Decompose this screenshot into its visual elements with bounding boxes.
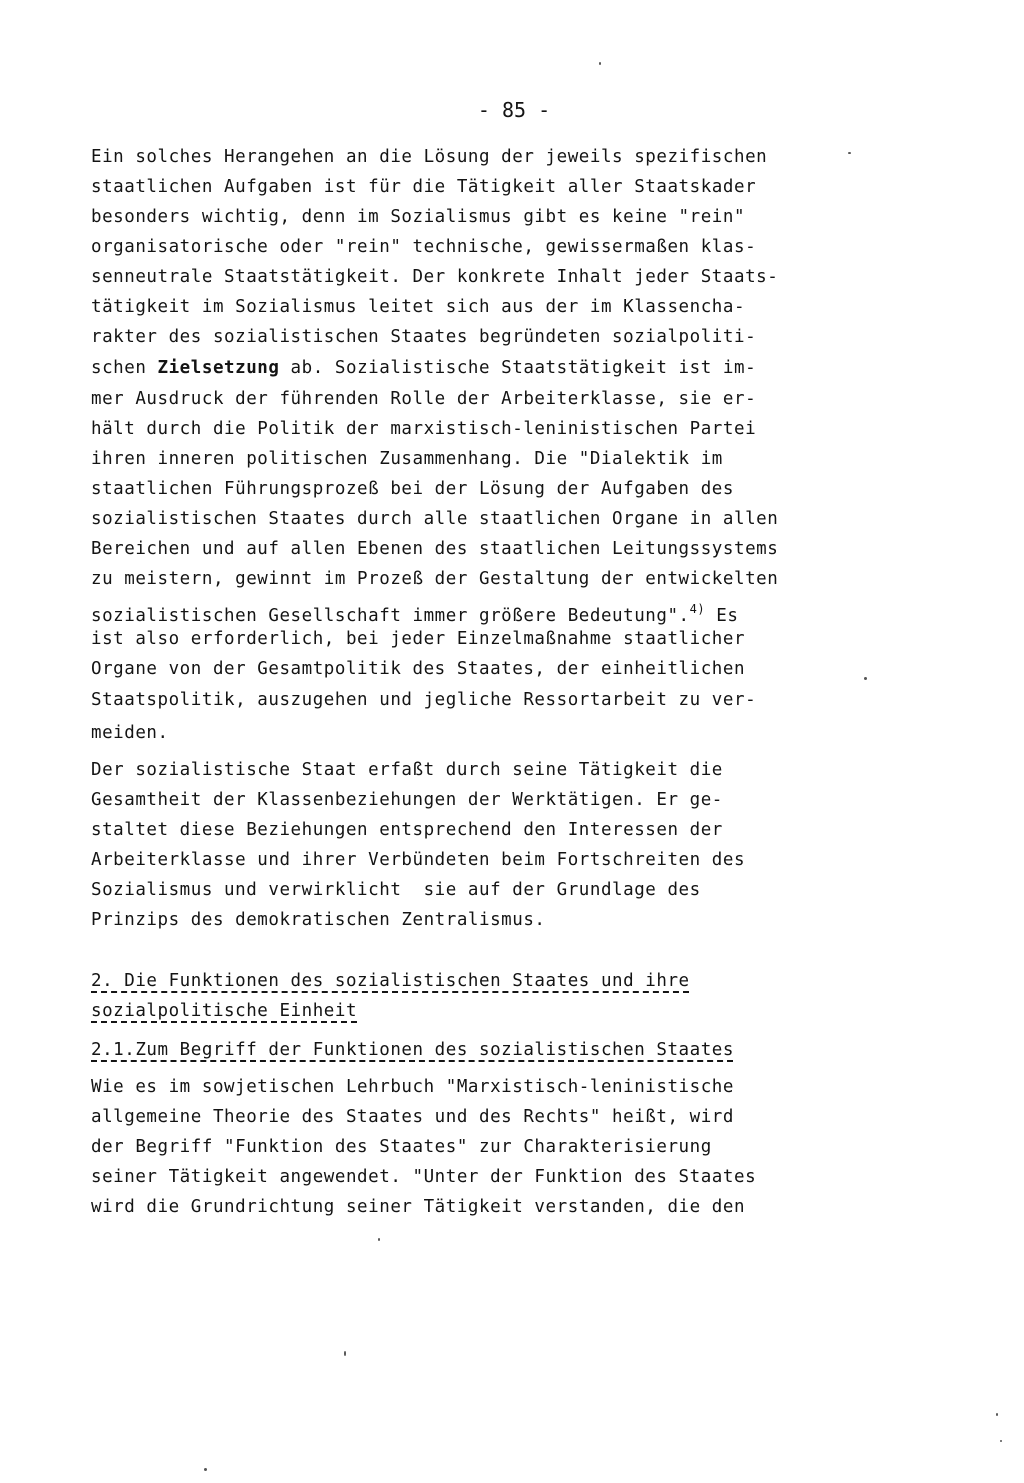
text-line: Organe von der Gesamtpolitik des Staates, der einheitlichen — [91, 659, 746, 679]
text-run: schen — [91, 358, 158, 378]
text-line: Staatspolitik, auszugehen und jegliche Ressortarbeit zu ver- — [91, 690, 757, 710]
text-line: Der sozialistische Staat erfaßt durch seine Tätigkeit die — [91, 760, 723, 780]
text-run: sozialistischen Gesellschaft immer größere Bedeutung". — [91, 606, 690, 626]
page-number: - 85 - — [477, 98, 551, 122]
text-line: zu meistern, gewinnt im Prozeß der Gestaltung der entwickelten — [91, 569, 779, 589]
text-line: ihren inneren politischen Zusammenhang. Die "Dialektik im — [91, 449, 723, 469]
text-line: der Begriff "Funktion des Staates" zur Charakterisierung — [91, 1137, 712, 1157]
text-line: mer Ausdruck der führenden Rolle der Arbeiterklasse, sie er- — [91, 389, 757, 409]
text-line: ist also erforderlich, bei jeder Einzelmaßnahme staatlicher — [91, 629, 746, 649]
text-run: ab. Sozialistische Staatstätigkeit ist im- — [279, 358, 757, 378]
text-line: Sozialismus und verwirklicht sie auf der Grundlage des — [91, 880, 701, 900]
subsection-heading-2-1: 2.1.Zum Begriff der Funktionen des sozialistischen Staates — [91, 1040, 734, 1060]
text-line: Arbeiterklasse und ihrer Verbündeten beim Fortschreiten des — [91, 850, 746, 870]
text-line: allgemeine Theorie des Staates und des Rechts" heißt, wird — [91, 1107, 734, 1127]
text-line: tätigkeit im Sozialismus leitet sich aus der im Klassencha- — [91, 297, 746, 317]
text-line: staltet diese Beziehungen entsprechend den Interessen der — [91, 820, 723, 840]
text-line: Prinzips des demokratischen Zentralismus. — [91, 910, 546, 930]
text-line: rakter des sozialistischen Staates begründeten sozialpoliti- — [91, 327, 757, 347]
scan-speck — [344, 1351, 346, 1356]
bold-term: Zielsetzung — [157, 358, 280, 378]
scan-speck — [1000, 1440, 1002, 1442]
text-line — [91, 357, 756, 379]
heading-line: 2. Die Funktionen des sozialistischen Staates und ihre — [91, 971, 690, 991]
footnote-ref: 4) — [689, 602, 706, 616]
scan-speck — [599, 62, 601, 65]
text-line: Wie es im sowjetischen Lehrbuch "Marxistisch-leninistische — [91, 1077, 734, 1097]
text-line: Ein solches Herangehen an die Lösung der jeweils spezifischen — [91, 147, 768, 167]
text-line: sozialistischen Staates durch alle staatlichen Organe in allen — [91, 509, 779, 529]
text-line: staatlichen Führungsprozeß bei der Lösung der Aufgaben des — [91, 479, 734, 499]
text-line: organisatorische oder "rein" technische, gewissermaßen klas- — [91, 237, 757, 257]
scan-speck — [378, 1238, 380, 1241]
scan-speck — [204, 1468, 207, 1471]
text-line: staatlichen Aufgaben ist für die Tätigkeit aller Staatskader — [91, 177, 757, 197]
scan-speck — [864, 677, 867, 680]
text-line: Bereichen und auf allen Ebenen des staatlichen Leitungssystems — [91, 539, 779, 559]
scan-speck — [996, 1413, 998, 1416]
heading-line: sozialpolitische Einheit — [91, 1001, 358, 1021]
text-line: seiner Tätigkeit angewendet. "Unter der Funktion des Staates — [91, 1167, 757, 1187]
text-line: meiden. — [91, 723, 169, 743]
text-line — [91, 598, 738, 627]
text-line: senneutrale Staatstätigkeit. Der konkrete Inhalt jeder Staats- — [91, 267, 779, 287]
text-line: wird die Grundrichtung seiner Tätigkeit verstanden, die den — [91, 1197, 746, 1217]
text-line: besonders wichtig, denn im Sozialismus gibt es keine "rein" — [91, 207, 746, 227]
text-line: Gesamtheit der Klassenbeziehungen der Werktätigen. Er ge- — [91, 790, 723, 810]
text-run: Es — [705, 606, 739, 626]
scan-speck — [848, 152, 851, 154]
text-line: hält durch die Politik der marxistisch-leninistischen Partei — [91, 419, 757, 439]
